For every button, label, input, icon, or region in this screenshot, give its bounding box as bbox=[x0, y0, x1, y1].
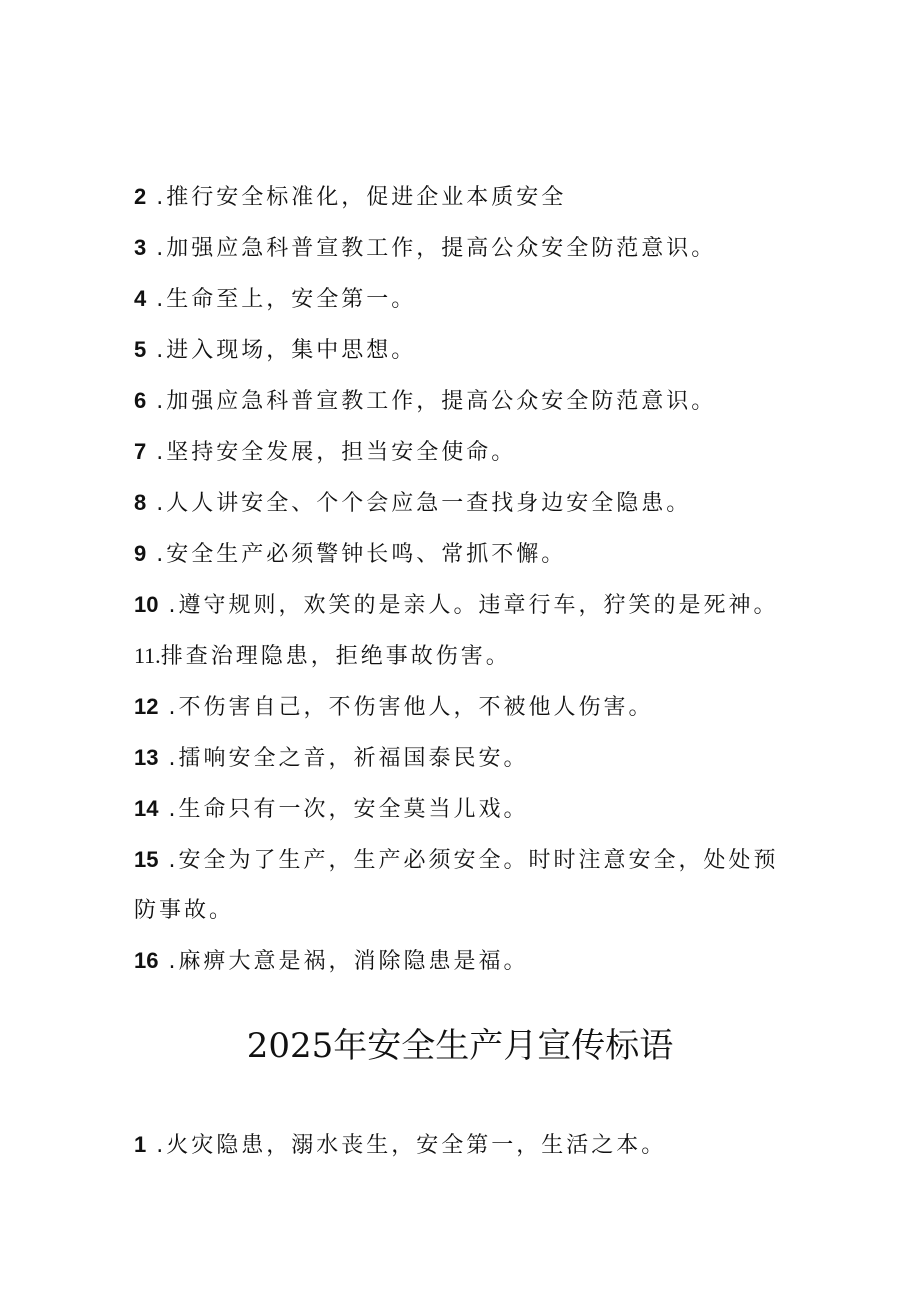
item-text: 加强应急科普宣教工作，提高公众安全防范意识。 bbox=[166, 236, 717, 261]
item-number: 16 bbox=[134, 948, 159, 973]
list-item bbox=[134, 325, 794, 376]
item-number: 10 bbox=[134, 592, 159, 617]
list-item bbox=[134, 631, 794, 682]
slogan-list bbox=[134, 172, 794, 987]
item-separator: . bbox=[158, 797, 179, 822]
list-item bbox=[134, 427, 794, 478]
item-number: 15 bbox=[134, 847, 159, 872]
item-number: 8 bbox=[134, 490, 147, 515]
item-text: 加强应急科普宣教工作，提高公众安全防范意识。 bbox=[166, 389, 717, 414]
item-separator: . bbox=[146, 185, 167, 210]
list-item bbox=[134, 478, 794, 529]
list-item bbox=[134, 274, 794, 325]
list-item bbox=[134, 172, 794, 223]
item-separator: . bbox=[146, 491, 167, 516]
item-separator: . bbox=[146, 440, 167, 465]
item-separator: . bbox=[158, 848, 179, 873]
section-heading: 2025年安全生产月宣传标语 bbox=[246, 1026, 674, 1066]
item-text: 擂响安全之音，祈福国泰民安。 bbox=[178, 746, 529, 771]
item-number: 9 bbox=[134, 541, 147, 566]
list-item bbox=[134, 223, 794, 274]
item-separator: . bbox=[158, 695, 179, 720]
item-separator: . bbox=[146, 542, 167, 567]
item-separator: . bbox=[158, 746, 179, 771]
item-number: 2 bbox=[134, 184, 147, 209]
item-text: 生命至上，安全第一。 bbox=[166, 287, 417, 312]
item-separator: . bbox=[146, 287, 167, 312]
item-separator: . bbox=[158, 593, 179, 618]
list-item bbox=[134, 1120, 794, 1171]
item-text: 推行安全标准化，促进企业本质安全 bbox=[166, 185, 567, 210]
item-text: 安全生产必须警钟长鸣、常抓不懈。 bbox=[166, 542, 567, 567]
item-number: 3 bbox=[134, 235, 147, 260]
item-number: 13 bbox=[134, 745, 159, 770]
item-number: 14 bbox=[134, 796, 159, 821]
item-text: 麻痹大意是祸，消除隐患是福。 bbox=[178, 949, 529, 974]
list-item bbox=[134, 784, 794, 835]
list-item bbox=[134, 376, 794, 427]
item-number: 12 bbox=[134, 694, 159, 719]
item-text: 火灾隐患，溺水丧生，安全第一，生活之本。 bbox=[166, 1133, 667, 1158]
item-separator: . bbox=[146, 338, 167, 363]
item-separator: . bbox=[146, 1133, 167, 1158]
list-item bbox=[134, 733, 794, 784]
item-number: 1 bbox=[134, 1132, 147, 1157]
item-text: 人人讲安全、个个会应急一查找身边安全隐患。 bbox=[166, 491, 692, 516]
item-separator: . bbox=[146, 236, 167, 261]
item-text: 不伤害自己，不伤害他人，不被他人伤害。 bbox=[178, 695, 654, 720]
list-item bbox=[134, 529, 794, 580]
list-item bbox=[134, 580, 794, 631]
list-item bbox=[134, 835, 794, 936]
item-text: 排查治理隐患，拒绝事故伤害。 bbox=[160, 644, 511, 669]
item-number: 4 bbox=[134, 286, 147, 311]
item-text: 安全为了生产，生产必须安全。时时注意安全，处处预防事故。 bbox=[134, 848, 779, 923]
item-number: 6 bbox=[134, 388, 147, 413]
item-text: 进入现场，集中思想。 bbox=[166, 338, 417, 363]
item-separator: . bbox=[158, 949, 179, 974]
item-number: 7 bbox=[134, 439, 147, 464]
list-item bbox=[134, 682, 794, 733]
item-text: 生命只有一次，安全莫当儿戏。 bbox=[178, 797, 529, 822]
item-separator: . bbox=[146, 389, 167, 414]
item-text: 坚持安全发展，担当安全使命。 bbox=[166, 440, 517, 465]
item-number: 11. bbox=[134, 643, 161, 668]
list-item bbox=[134, 936, 794, 987]
item-text: 遵守规则，欢笑的是亲人。违章行车，狞笑的是死神。 bbox=[178, 593, 779, 618]
item-number: 5 bbox=[134, 337, 147, 362]
slogan-list-2 bbox=[134, 1120, 794, 1171]
